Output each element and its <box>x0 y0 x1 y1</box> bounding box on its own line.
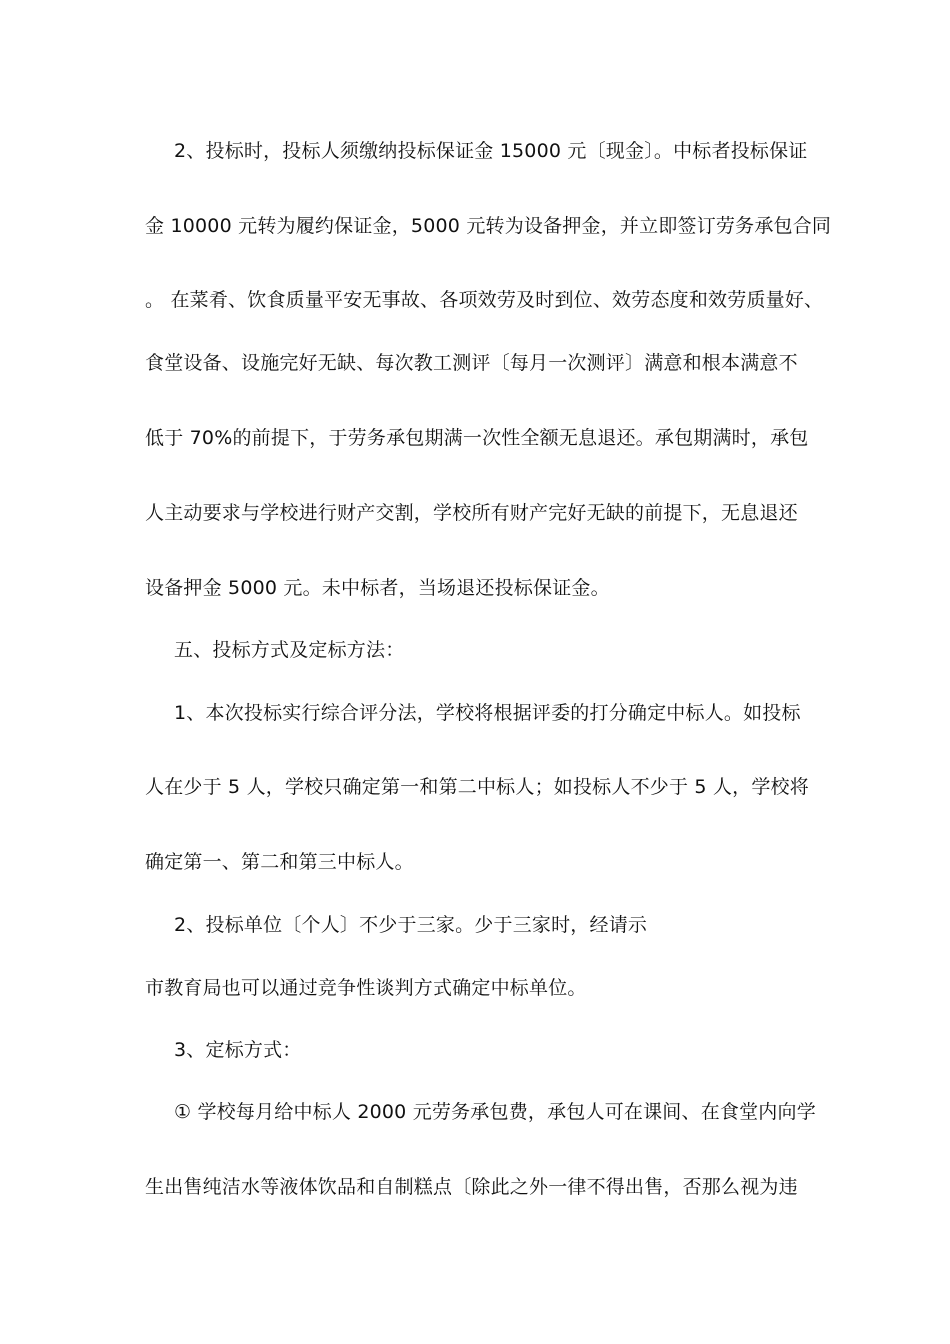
paragraph-line: 设备押金 5000 元。未中标者，当场退还投标保证金。 <box>145 577 610 599</box>
paragraph-line: 2、投标时，投标人须缴纳投标保证金 15000 元〔现金〕。中标者投标保证 <box>174 140 808 162</box>
paragraph-line: 。 在菜肴、饮食质量平安无事故、各项效劳及时到位、效劳态度和效劳质量好、 <box>145 289 824 311</box>
paragraph-line: 食堂设备、设施完好无缺、每次教工测评〔每月一次测评〕满意和根本满意不 <box>145 352 798 374</box>
paragraph-line: 1、本次投标实行综合评分法，学校将根据评委的打分确定中标人。如投标 <box>174 702 801 724</box>
paragraph-line: 市教育局也可以通过竞争性谈判方式确定中标单位。 <box>145 977 587 999</box>
paragraph-line: 人在少于 5 人，学校只确定第一和第二中标人；如投标人不少于 5 人，学校将 <box>145 776 809 798</box>
paragraph-line: 确定第一、第二和第三中标人。 <box>145 851 414 873</box>
paragraph-line: 人主动要求与学校进行财产交割，学校所有财产完好无缺的前提下，无息退还 <box>145 502 798 524</box>
paragraph-line: 2、投标单位〔个人〕不少于三家。少于三家时，经请示 <box>174 914 648 936</box>
paragraph-line: ① 学校每月给中标人 2000 元劳务承包费，承包人可在课间、在食堂内向学 <box>174 1101 816 1123</box>
paragraph-line: 金 10000 元转为履约保证金，5000 元转为设备押金，并立即签订劳务承包合同 <box>145 215 832 237</box>
paragraph-line: 低于 70%的前提下，于劳务承包期满一次性全额无息退还。承包期满时，承包 <box>145 427 809 449</box>
paragraph-line: 生出售纯洁水等液体饮品和自制糕点〔除此之外一律不得出售，否那么视为违 <box>145 1176 798 1198</box>
section-heading: 五、投标方式及定标方法： <box>174 639 405 661</box>
paragraph-line: 3、定标方式： <box>174 1039 302 1061</box>
